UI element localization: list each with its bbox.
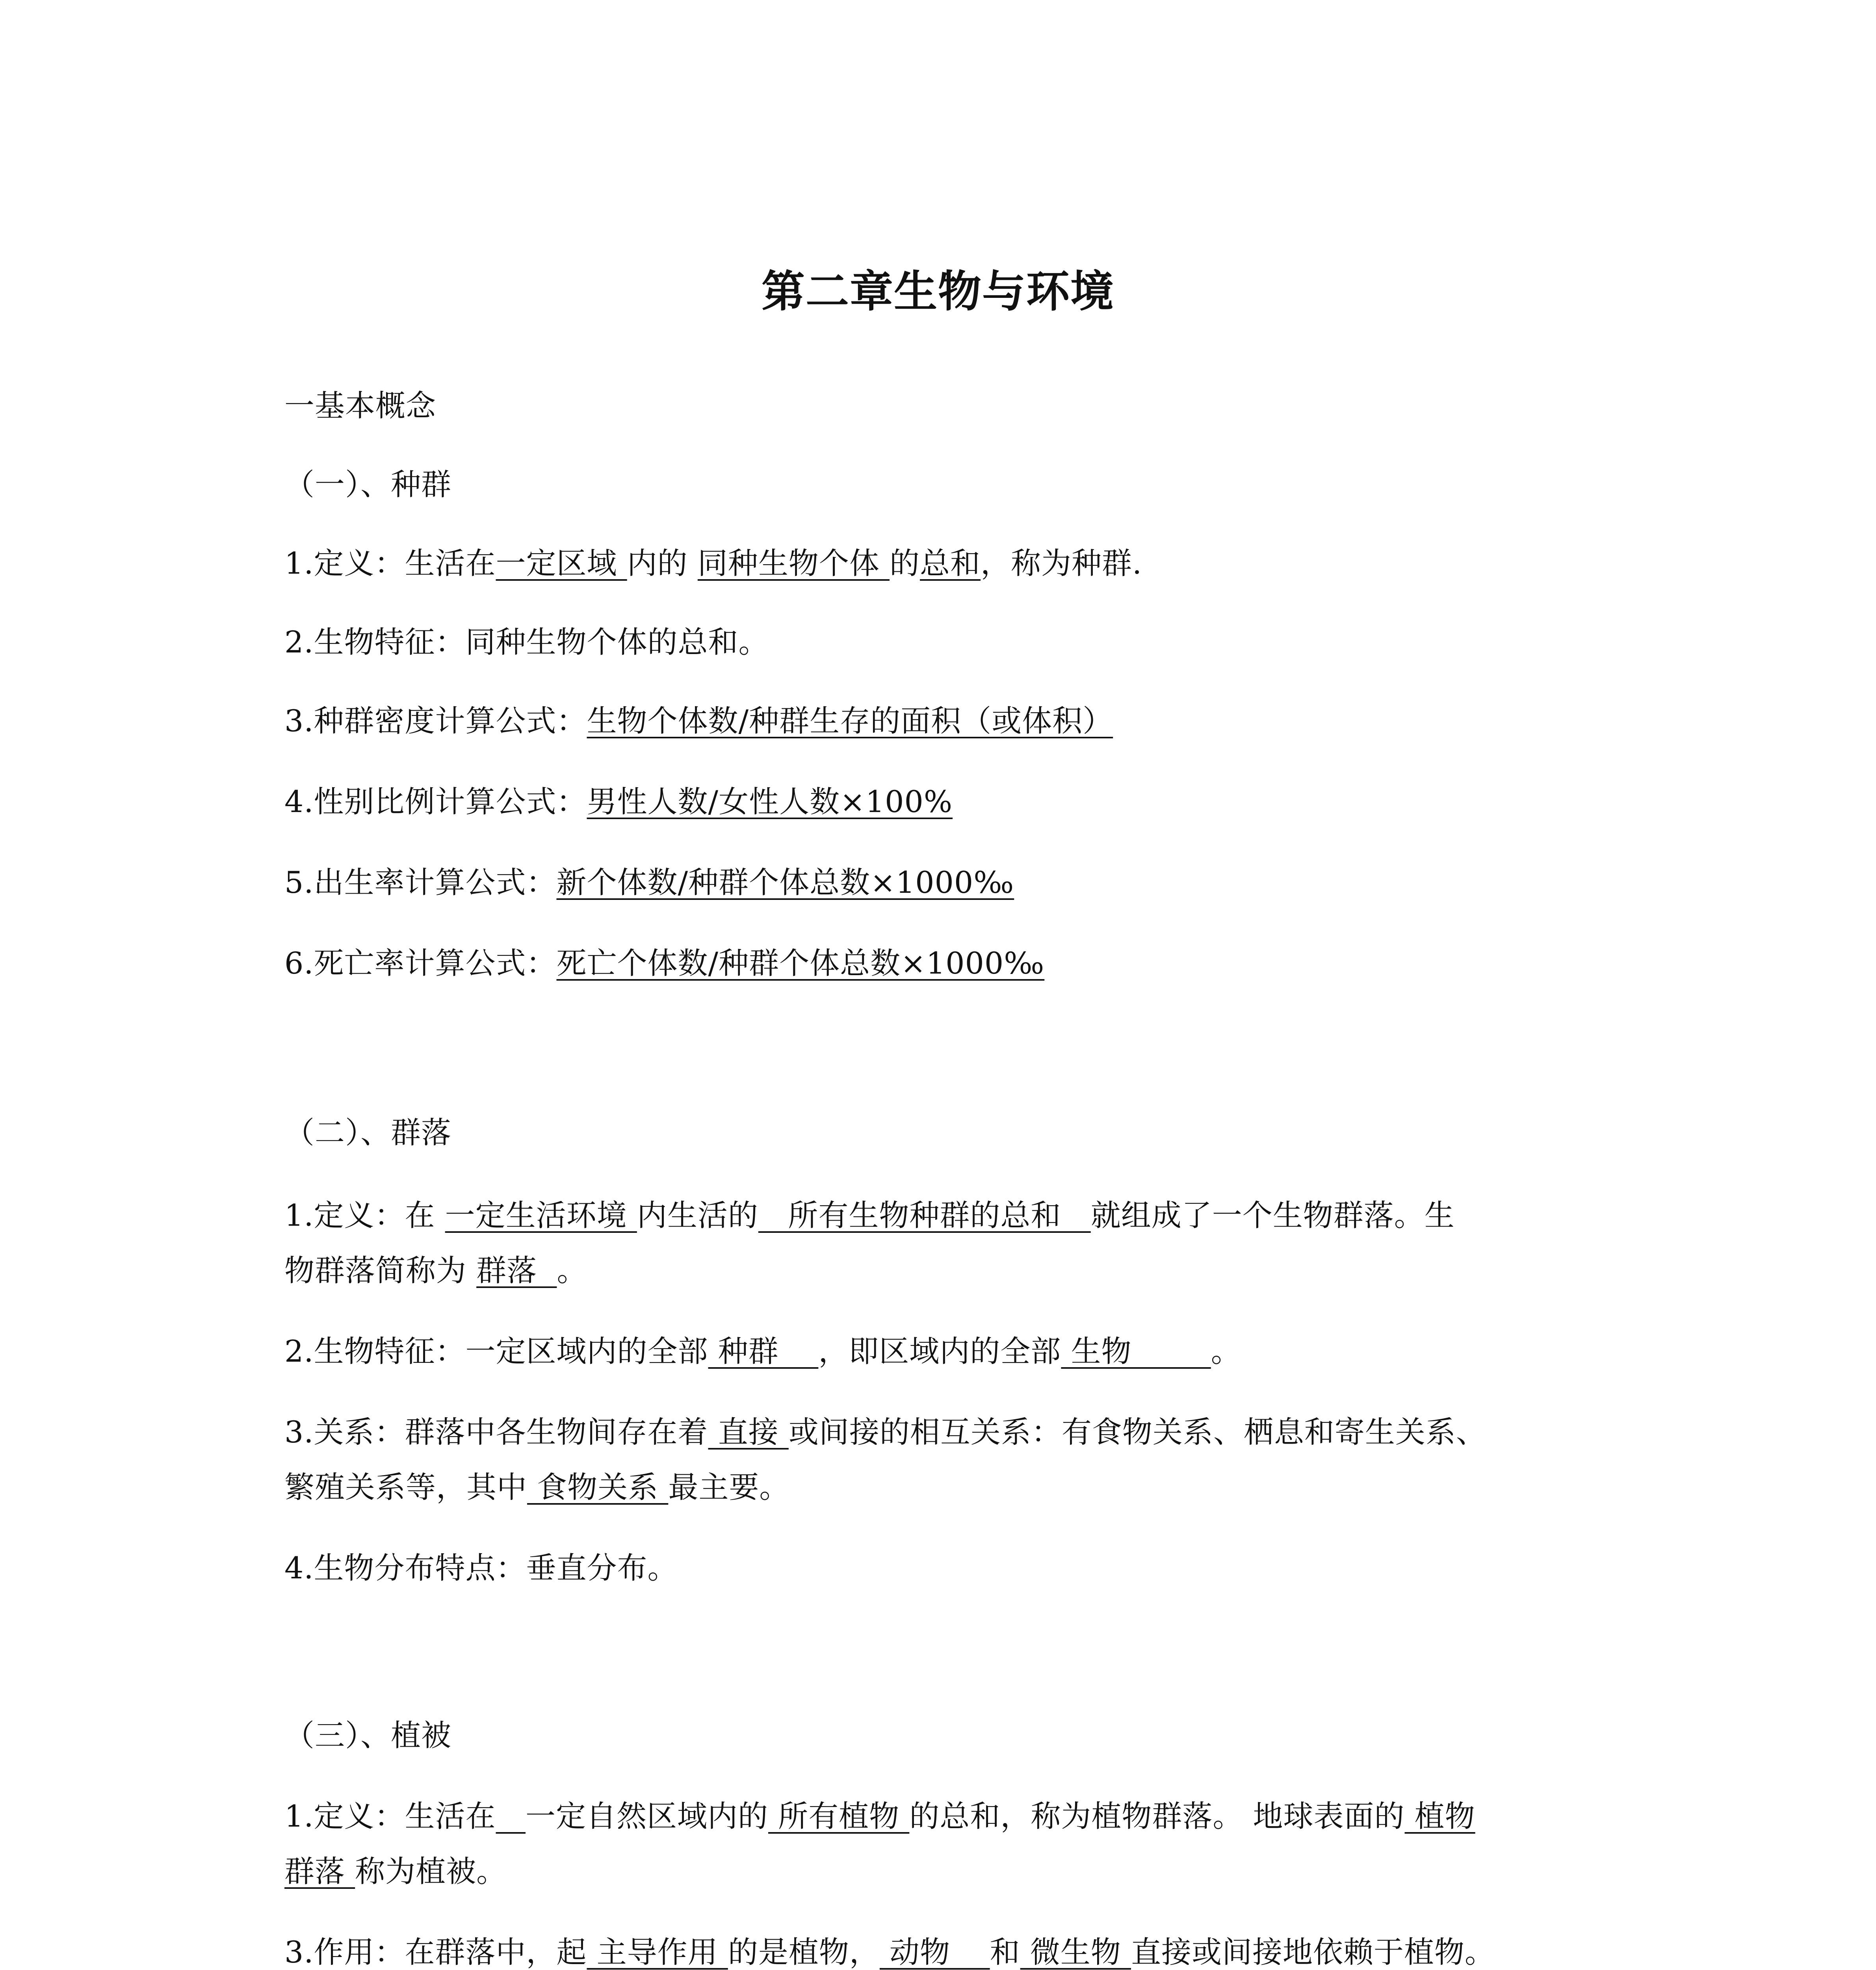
- blank-answer: 所有生物种群的总和: [758, 1198, 1091, 1233]
- text: ，即区域内的全部: [818, 1334, 1061, 1369]
- text: 物群落简称为: [284, 1253, 477, 1288]
- text: 的: [890, 546, 920, 581]
- blank-answer: 群落: [284, 1854, 355, 1889]
- community-relations-line2: [284, 1460, 1600, 1515]
- blank-answer: 新个体数/种群个体总数×1000‰: [556, 865, 1014, 900]
- blank-answer: 生物个体数/种群生存的面积（或体积）: [587, 703, 1113, 738]
- population-definition: [284, 536, 1600, 591]
- text: 和: [990, 1935, 1020, 1970]
- text: 称为植被。: [355, 1854, 507, 1889]
- vegetation-function: [284, 1925, 1600, 1970]
- text: 。: [557, 1253, 587, 1288]
- text: 的是植物，: [728, 1935, 880, 1970]
- text: 4.性别比例计算公式：: [284, 784, 587, 819]
- population-density-formula: [284, 693, 1600, 749]
- text: 6.死亡率计算公式：: [284, 946, 557, 981]
- text: 或间接的相互关系：有食物关系、栖息和寄生关系、: [788, 1414, 1486, 1450]
- blank-answer: 直接: [708, 1414, 789, 1450]
- page-title: 第二章生物与环境: [762, 266, 1114, 317]
- text: 1.定义：生活在: [284, 546, 496, 581]
- population-feature: 2.生物特征：同种生物个体的总和。: [284, 624, 769, 660]
- blank-answer: 一定生活环境: [445, 1198, 637, 1233]
- text: 最主要。: [668, 1470, 790, 1505]
- death-rate-formula: [284, 936, 1600, 991]
- blank-answer: 死亡个体数/种群个体总数×1000‰: [556, 946, 1045, 981]
- text: 3.关系：群落中各生物间存在着: [284, 1414, 708, 1450]
- community-distribution: 4.生物分布特点：垂直分布。: [284, 1550, 678, 1585]
- text: ，称为种群.: [981, 546, 1142, 581]
- blank-answer: 总和: [920, 546, 981, 581]
- text: 的总和，称为植物群落。 地球表面的: [909, 1799, 1405, 1834]
- blank-answer: 植物: [1404, 1799, 1475, 1834]
- section-heading-vegetation: （三）、植被: [284, 1718, 451, 1753]
- text: 3.作用：在群落中，起: [284, 1935, 587, 1970]
- blank-answer: 一定区域: [496, 546, 627, 581]
- blank-answer: 所有植物: [768, 1799, 910, 1834]
- vegetation-definition-line2: [284, 1844, 1600, 1899]
- text: 直接或间接地依赖于植物。: [1131, 1935, 1495, 1970]
- text: 1.定义：生活在: [284, 1799, 496, 1834]
- text: 1.定义：在: [284, 1198, 445, 1233]
- sex-ratio-formula: [284, 774, 1600, 829]
- text: 内生活的: [637, 1198, 758, 1233]
- blank-answer: 同种生物个体: [697, 546, 890, 581]
- blank-answer: 食物关系: [527, 1470, 669, 1505]
- blank-answer: 微生物: [1020, 1935, 1131, 1970]
- section-heading-basic-concepts: 一基本概念: [284, 388, 436, 423]
- blank-answer: 动物: [879, 1935, 990, 1970]
- community-relations-line1: [284, 1405, 1600, 1460]
- text: 3.种群密度计算公式：: [284, 703, 587, 738]
- text: 繁殖关系等，其中: [284, 1470, 527, 1505]
- text: 一定自然区域内的: [526, 1799, 768, 1834]
- community-feature: [284, 1324, 1600, 1379]
- blank-answer: [496, 1799, 526, 1834]
- blank-answer: 种群: [708, 1334, 819, 1369]
- blank-answer: 生物: [1061, 1334, 1211, 1369]
- section-heading-population: （一）、种群: [284, 467, 451, 502]
- vegetation-definition-line1: [284, 1789, 1600, 1844]
- text: 就组成了一个生物群落。生: [1090, 1198, 1455, 1233]
- text: 2.生物特征：一定区域内的全部: [284, 1334, 708, 1369]
- blank-answer: 主导作用: [587, 1935, 728, 1970]
- blank-answer: 男性人数/女性人数×100%: [587, 784, 953, 819]
- blank-answer: 群落: [476, 1253, 557, 1288]
- birth-rate-formula: [284, 855, 1600, 910]
- section-heading-community: （二）、群落: [284, 1115, 451, 1150]
- text: 。: [1211, 1334, 1241, 1369]
- community-definition-line2: [284, 1243, 1600, 1298]
- community-definition-line1: [284, 1188, 1600, 1243]
- text: 5.出生率计算公式：: [284, 865, 557, 900]
- text: 内的: [627, 546, 698, 581]
